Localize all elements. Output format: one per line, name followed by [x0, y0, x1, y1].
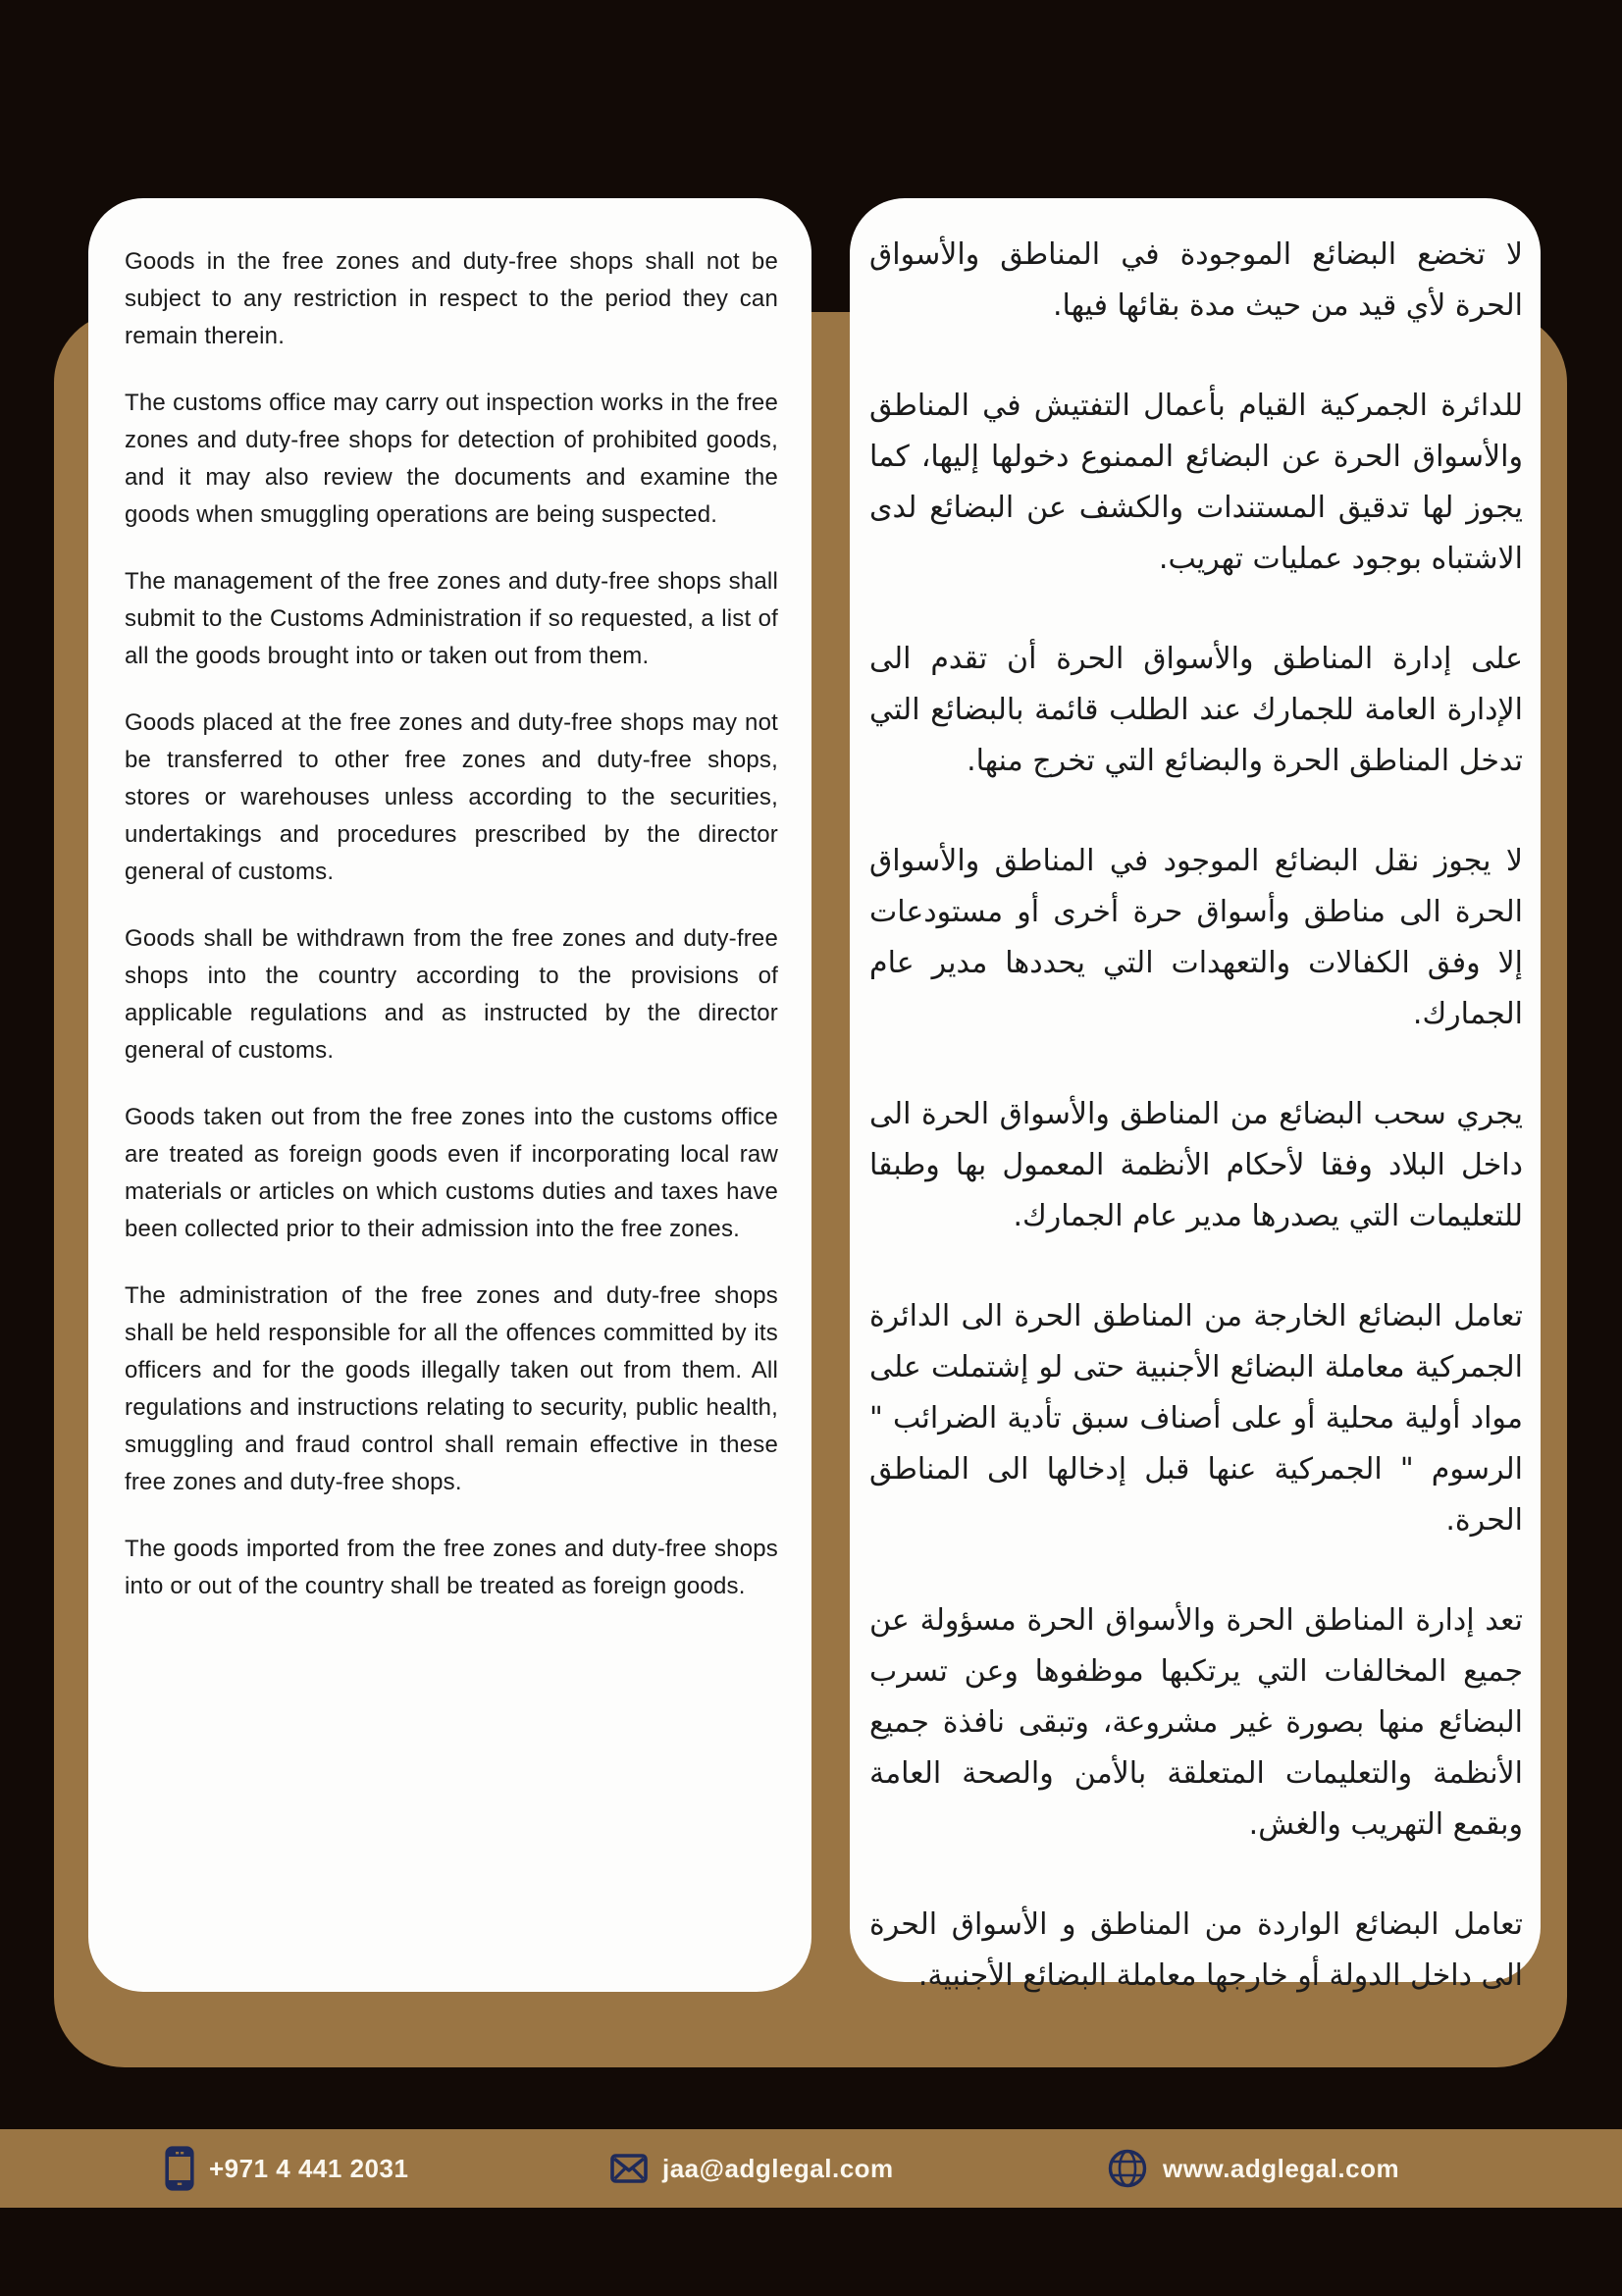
envelope-icon [610, 2154, 648, 2183]
english-paragraph: The goods imported from the free zones and duty-free shops into or out of the country shall be treated as foreign goods. [125, 1536, 778, 1599]
phone-number: +971 4 441 2031 [209, 2153, 409, 2183]
arabic-paragraph: للدائرة الجمركية القيام بأعمال التفتيش في المناطق والأسواق الحرة عن البضائع الممنوع دخولها إليها، كما يجوز لها تدقيق المستندات والكشف عن البضائع لدى الاشتباه بوجود عمليات تهريب. [869, 389, 1523, 576]
arabic-paragraph: تعامل البضائع الخارجة من المناطق الحرة الى الدائرة الجمركية معاملة البضائع الأجنبية حتى لو إشتملت على مواد أولية محلية أو على أصناف سبق تأدية الضرائب " الرسوم " الجمركية عنها قبل إدخالها الى المناطق الحرة. [869, 1299, 1523, 1538]
english-paragraph: Goods placed at the free zones and duty-free shops may not be transferred to other free zones and duty-free shops, stores or warehouses unless according to the securities, undertakings and procedures prescribed by the director general of customs. [125, 709, 778, 885]
english-paragraph: Goods shall be withdrawn from the free zones and duty-free shops into the country according to the provisions of applicable regulations and as instructed by the director general of customs. [125, 925, 778, 1064]
arabic-paragraph: يجري سحب البضائع من المناطق والأسواق الحرة الى داخل البلاد وفقا لأحكام الأنظمة المعمول بها وطبقا للتعليمات التي يصدرها مدير عام الجمارك. [869, 1097, 1523, 1233]
mobile-phone-icon [165, 2146, 194, 2191]
website-url: www.adglegal.com [1163, 2153, 1400, 2183]
arabic-paragraph: تعد إدارة المناطق الحرة والأسواق الحرة مسؤولة عن جميع المخالفات التي يرتكبها موظفوها وعن تسرب البضائع منها بصورة غير مشروعة، وتبقى نافذة جميع الأنظمة والتعليمات المتعلقة بالأمن والصحة العامة وبقمع التهريب والغش. [869, 1603, 1523, 1842]
arabic-paragraph: لا تخضع البضائع الموجودة في المناطق والأسواق الحرة لأي قيد من حيث مدة بقائها فيها. [869, 237, 1523, 323]
english-paragraph: The management of the free zones and duty-free shops shall submit to the Customs Administration if so requested, a list of all the goods brought into or taken out from them. [125, 568, 778, 669]
english-paragraph: Goods in the free zones and duty-free shops shall not be subject to any restriction in respect to the period they can remain therein. [125, 248, 778, 349]
footer-bar [0, 2129, 1622, 2208]
arabic-text-card [850, 198, 1541, 1993]
email-address: jaa@adglegal.com [662, 2153, 894, 2183]
phone-contact[interactable] [165, 2129, 408, 2208]
english-paragraph: Goods taken out from the free zones into the customs office are treated as foreign goods even if incorporating local raw materials or articles on which customs duties and taxes have been collected prior to their admission into the free zones. [125, 1104, 778, 1242]
arabic-paragraph: على إدارة المناطق والأسواق الحرة أن تقدم الى الإدارة العامة للجمارك عند الطلب قائمة بالبضائع التي تدخل المناطق الحرة والبضائع التي تخرج منها. [869, 642, 1523, 778]
english-text-card [88, 198, 811, 1992]
email-contact[interactable] [610, 2129, 894, 2208]
arabic-paragraph: لا يجوز نقل البضائع الموجود في المناطق والأسواق الحرة الى مناطق وأسواق حرة أخرى أو مستودعات إلا وفق الكفالات والتعهدات التي يحددها مدير عام الجمارك. [869, 844, 1523, 1031]
website-contact[interactable] [1107, 2129, 1399, 2208]
arabic-paragraph: تعامل البضائع الواردة من المناطق و الأسواق الحرة الى داخل الدولة أو خارجها معاملة البضائع الأجنبية. [869, 1907, 1523, 1993]
english-paragraph: The customs office may carry out inspection works in the free zones and duty-free shops for detection of prohibited goods, and it may also review the documents and examine the goods when smuggling operations are being suspected. [125, 390, 778, 528]
english-paragraph: The administration of the free zones and duty-free shops shall be held responsible for all the offences committed by its officers and for the goods illegally taken out from them. All regulations and instructions relating to security, public health, smuggling and fraud control shall remain effective in these free zones and duty-free shops. [125, 1282, 778, 1495]
globe-icon [1107, 2148, 1148, 2189]
